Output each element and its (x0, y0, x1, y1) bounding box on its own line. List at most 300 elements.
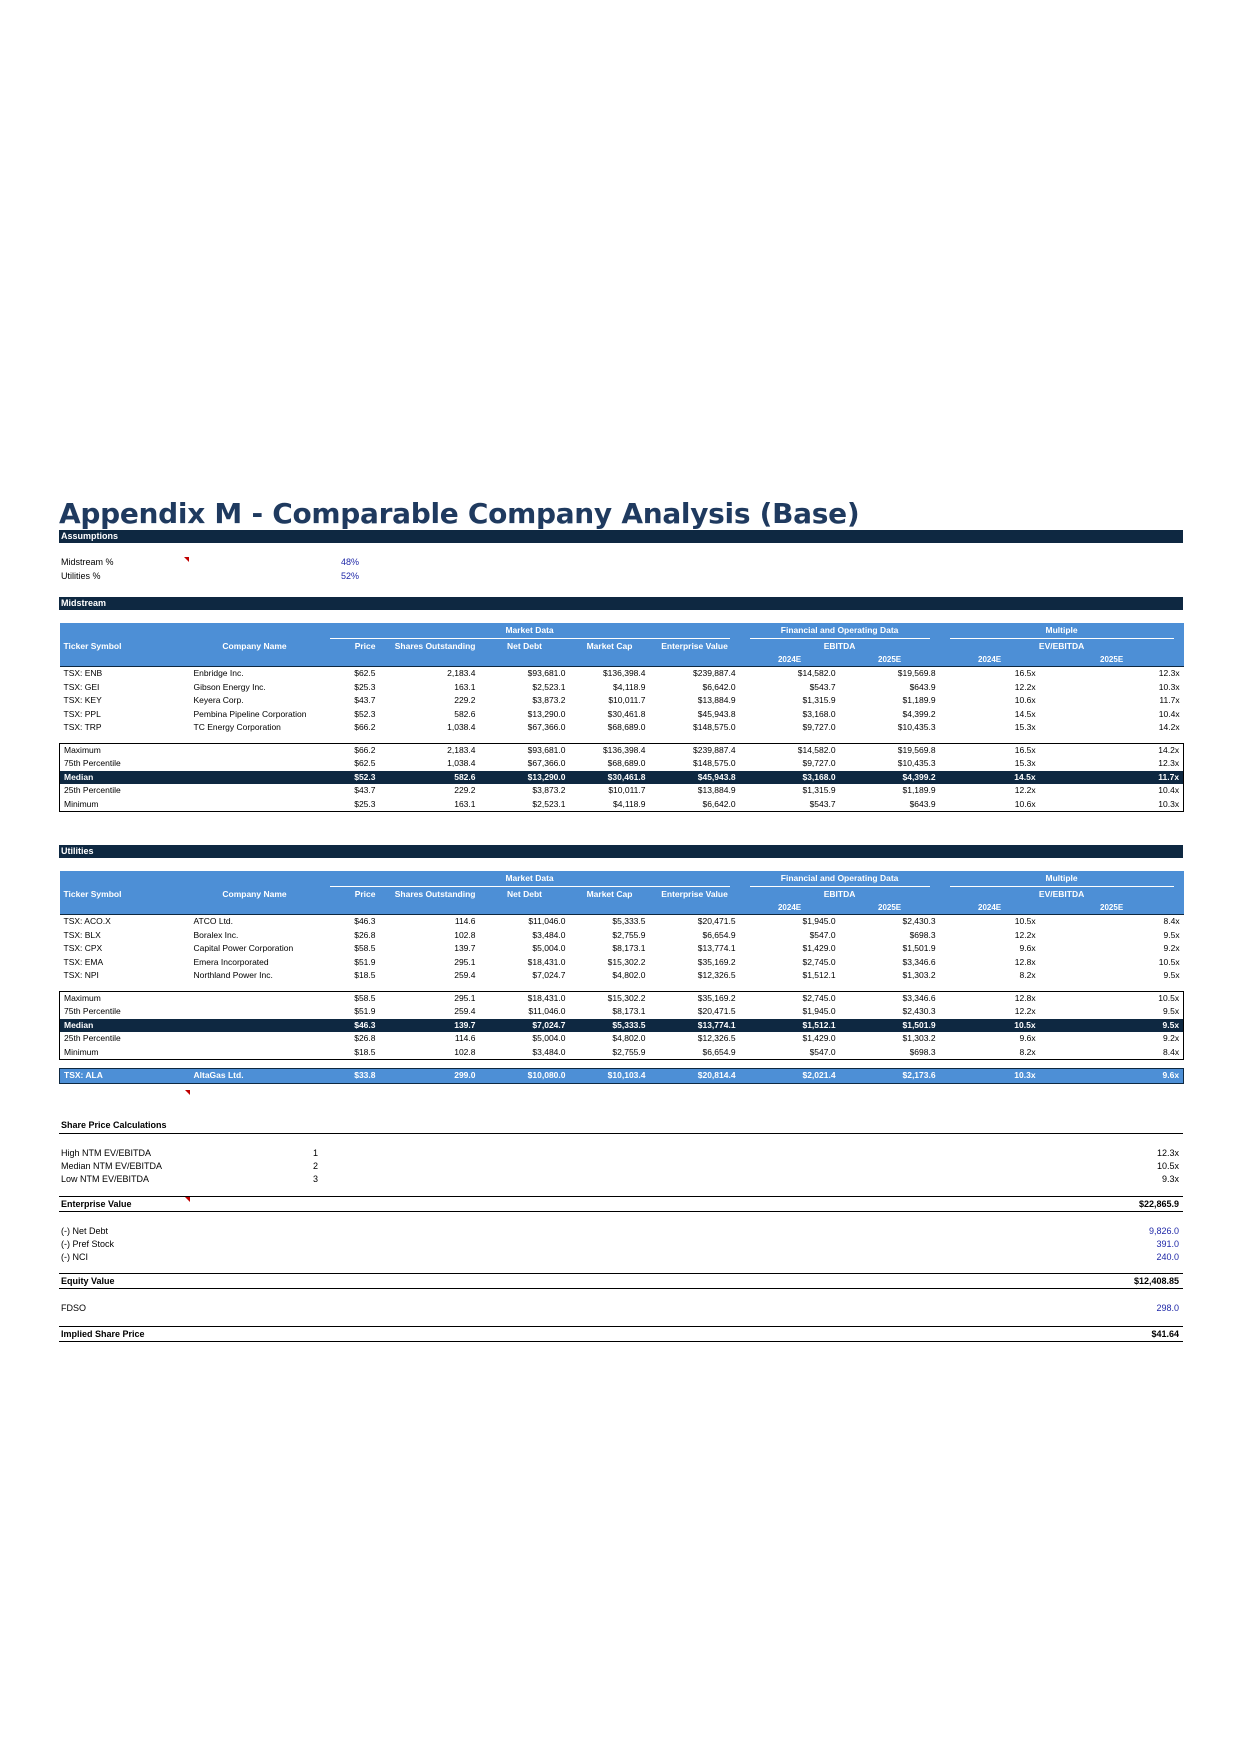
midstream-comps-table (59, 623, 1184, 812)
table-cell: $93,681.0 (480, 743, 570, 757)
table-cell: $239,887.4 (650, 743, 740, 757)
table-row[interactable] (60, 708, 1184, 722)
table-cell: 9.2x (1163, 943, 1180, 953)
equity-value-amount: $12,408.85 (1133, 1276, 1179, 1286)
table-cell: $52.3 (354, 708, 376, 719)
table-cell: $15,302.2 (570, 991, 650, 1005)
comment-marker-icon (185, 1090, 190, 1095)
table-cell: TSX: ACO.X (60, 915, 190, 929)
spacer-row (60, 983, 1184, 992)
table-cell: $8,173.1 (612, 1006, 646, 1016)
table-cell: $1,303.2 (902, 1033, 936, 1043)
table-cell: 14.2x (1040, 743, 1184, 757)
year-header: 2024E (940, 654, 1040, 667)
table-cell: ATCO Ltd. (190, 915, 320, 929)
table-cell: $6,654.9 (650, 1046, 740, 1060)
enterprise-value-label: Enterprise Value (61, 1199, 132, 1209)
table-cell: 11.7x (1040, 771, 1184, 785)
table-cell: $10,435.3 (897, 758, 936, 768)
column-header-net-debt: Net Debt (480, 639, 570, 654)
stats-row[interactable] (60, 1046, 1184, 1060)
table-cell: $51.9 (354, 956, 376, 967)
table-cell: Maximum (60, 743, 190, 757)
table-cell: 582.6 (454, 708, 476, 719)
table-cell: 9.6x (1040, 1069, 1184, 1084)
table-cell: $547.0 (809, 929, 836, 940)
table-cell: 2,183.4 (380, 667, 480, 681)
column-header-row (60, 887, 1184, 902)
table-cell: 11.7x (1159, 695, 1180, 705)
table-cell (190, 1046, 320, 1060)
table-cell: $20,471.5 (650, 915, 740, 929)
column-header-ev: Enterprise Value (650, 639, 740, 654)
spacer-cell (60, 735, 1184, 744)
table-cell: TSX: GEI (63, 681, 100, 692)
table-cell: 12.2x (1014, 929, 1036, 940)
table-cell: $19,569.8 (840, 667, 940, 681)
table-cell: 114.6 (380, 915, 480, 929)
implied-share-price-amount: $41.64 (1151, 1329, 1179, 1339)
equity-value-row (59, 1275, 1183, 1288)
column-header-shares: Shares Outstanding (380, 887, 480, 902)
column-header-ebitda: EBITDA (740, 887, 940, 902)
table-cell: 10.6x (940, 798, 1040, 812)
table-cell: $13,290.0 (480, 771, 570, 785)
table-cell: $67,366.0 (527, 758, 566, 768)
table-cell: $4,399.2 (902, 708, 936, 719)
table-cell (190, 743, 320, 757)
table-cell: $4,118.9 (613, 681, 646, 692)
table-cell: $136,398.4 (570, 743, 650, 757)
table-cell: $2,523.1 (480, 798, 570, 812)
multiple-label: High NTM EV/EBITDA (61, 1148, 152, 1158)
table-cell: $45,943.8 (697, 708, 736, 719)
table-cell: TSX: TRP (63, 722, 102, 732)
column-header-shares: Shares Outstanding (380, 639, 480, 654)
fdso-label: FDSO (61, 1303, 87, 1313)
table-row[interactable] (60, 667, 1184, 681)
table-cell: $35,169.2 (697, 956, 736, 967)
table-cell: 16.5x (940, 743, 1040, 757)
stats-row[interactable] (60, 771, 1184, 785)
table-cell: $52.3 (320, 771, 380, 785)
table-cell: $2,523.1 (532, 681, 566, 692)
stats-row[interactable] (60, 798, 1184, 812)
deduction-pref-stock (59, 1238, 1183, 1251)
table-cell: $68,689.0 (607, 758, 646, 768)
table-cell: $2,755.9 (612, 929, 646, 940)
multiple-row-high (59, 1147, 1183, 1160)
table-cell: $14,582.0 (740, 743, 840, 757)
table-cell: TSX: EMA (63, 956, 104, 967)
table-cell: $1,945.0 (740, 915, 840, 929)
table-cell: $4,399.2 (840, 771, 940, 785)
table-cell: 9.5x (1040, 1005, 1184, 1019)
table-cell: $1,945.0 (802, 1006, 836, 1016)
table-cell: $26.8 (354, 929, 376, 940)
header-spacer (60, 871, 320, 887)
year-header: 2024E (740, 654, 840, 667)
table-cell: $1,429.0 (802, 943, 836, 953)
table-cell: 299.0 (380, 1069, 480, 1084)
assumption-value[interactable]: 52% (340, 571, 359, 581)
table-cell (190, 771, 320, 785)
table-cell: TSX: NPI (63, 970, 99, 980)
table-cell: $1,303.2 (902, 970, 936, 980)
year-header: 2025E (840, 902, 940, 915)
multiple-group-header (940, 871, 1184, 887)
table-cell: TC Energy Corporation (193, 722, 281, 732)
table-cell: $26.8 (354, 1033, 376, 1043)
multiple-value: 12.3x (1156, 1148, 1179, 1158)
table-row[interactable] (60, 969, 1184, 983)
enterprise-value-amount: $22,865.9 (1138, 1199, 1179, 1209)
stats-row[interactable] (60, 1032, 1184, 1046)
table-cell: Maximum (60, 991, 190, 1005)
table-cell: $3,873.2 (532, 785, 566, 795)
table-cell: 102.8 (454, 929, 476, 940)
year-header: 2025E (840, 654, 940, 667)
implied-share-price-row (59, 1328, 1183, 1341)
table-cell: $13,774.1 (650, 1019, 740, 1033)
table-cell: 12.2x (1014, 1006, 1036, 1016)
group-header-row (60, 871, 1184, 887)
table-cell: $20,814.4 (650, 1069, 740, 1084)
divider (59, 1273, 1183, 1274)
midstream-section-header: Midstream (59, 597, 1183, 610)
table-cell: $3,346.6 (840, 991, 940, 1005)
table-cell: $14,582.0 (740, 667, 840, 681)
table-cell: $11,046.0 (480, 915, 570, 929)
table-cell: 75th Percentile (60, 757, 190, 771)
table-cell: $6,654.9 (702, 929, 736, 940)
table-cell: TSX: ENB (60, 667, 190, 681)
table-cell: 12.8x (940, 991, 1040, 1005)
table-cell: 10.3x (1040, 798, 1184, 812)
financial-group-header (740, 623, 940, 639)
deduction-label: (-) NCI (61, 1252, 88, 1262)
table-cell: 8.4x (1040, 1046, 1184, 1060)
table-cell: $543.7 (809, 681, 836, 692)
table-cell (190, 991, 320, 1005)
year-header-row (60, 654, 1184, 667)
table-cell: $66.2 (320, 743, 380, 757)
table-cell: Capital Power Corporation (193, 943, 294, 953)
divider (59, 1196, 1183, 1197)
table-cell: 229.2 (454, 785, 476, 795)
stats-row[interactable] (60, 1019, 1184, 1033)
table-cell: $239,887.4 (650, 667, 740, 681)
year-header: 2025E (1040, 902, 1184, 915)
table-cell: $1,189.9 (902, 695, 936, 705)
table-cell: $18.5 (354, 970, 376, 980)
divider (59, 1133, 1183, 1134)
multiple-row-median (59, 1160, 1183, 1173)
header-spacer (60, 623, 320, 639)
table-cell: $43.7 (354, 785, 376, 795)
table-cell: $148,575.0 (693, 722, 736, 732)
table-cell: $698.3 (840, 1046, 940, 1060)
spacer-cell (60, 1060, 1184, 1069)
multiple-index: 2 (313, 1161, 319, 1171)
financial-group-label: Financial and Operating Data (750, 623, 930, 639)
table-cell: $1,512.1 (740, 1019, 840, 1033)
table-cell: $2,745.0 (802, 956, 836, 967)
table-cell: Median (60, 771, 190, 785)
table-cell: 12.3x (1040, 667, 1184, 681)
equity-value-label: Equity Value (61, 1276, 115, 1286)
column-header-company: Company Name (190, 639, 320, 654)
table-cell: $67,366.0 (527, 722, 566, 732)
financial-group-label: Financial and Operating Data (750, 871, 930, 887)
table-cell: $136,398.4 (570, 667, 650, 681)
table-cell: 12.8x (1014, 956, 1036, 967)
table-cell: $19,569.8 (840, 743, 940, 757)
table-cell: $30,461.8 (607, 708, 646, 719)
table-row[interactable] (60, 915, 1184, 929)
market-data-group-label: Market Data (330, 623, 730, 639)
target-company-row[interactable] (60, 1069, 1184, 1084)
column-header-market-cap: Market Cap (570, 887, 650, 902)
table-cell: $2,755.9 (570, 1046, 650, 1060)
table-cell: $12,326.5 (697, 970, 736, 980)
deduction-label: (-) Net Debt (61, 1226, 109, 1236)
spacer-cell (60, 983, 1184, 992)
table-cell (190, 1005, 320, 1019)
column-header-company: Company Name (190, 887, 320, 902)
table-cell: 75th Percentile (60, 1005, 190, 1019)
table-cell: $543.7 (740, 798, 840, 812)
table-cell: $13,290.0 (527, 708, 566, 719)
deduction-label: (-) Pref Stock (61, 1239, 115, 1249)
table-cell: $10,011.7 (608, 695, 646, 705)
financial-group-header (740, 871, 940, 887)
table-cell: $2,430.3 (840, 915, 940, 929)
table-cell: 9.6x (1019, 1033, 1036, 1043)
assumption-label: Midstream % (61, 557, 114, 567)
table-cell: Median (60, 1019, 190, 1033)
enterprise-value-row (59, 1198, 1183, 1211)
table-cell: TSX: KEY (63, 695, 102, 705)
table-cell: $33.8 (320, 1069, 380, 1084)
fdso-value[interactable]: 298.0 (1156, 1303, 1179, 1313)
stats-row[interactable] (60, 757, 1184, 771)
table-cell: $1,189.9 (902, 785, 936, 795)
table-cell: 8.2x (1019, 970, 1036, 980)
table-cell: $18,431.0 (527, 956, 566, 967)
table-cell: $25.3 (354, 681, 376, 692)
table-cell: 14.5x (940, 771, 1040, 785)
table-cell: 10.6x (1014, 695, 1036, 705)
deduction-value[interactable]: 240.0 (1156, 1252, 1179, 1262)
table-cell: $1,512.1 (802, 970, 836, 980)
table-cell (190, 784, 320, 798)
table-cell: $9,727.0 (802, 758, 836, 768)
table-cell: TSX: ALA (60, 1069, 190, 1084)
deduction-value[interactable]: 9,826.0 (1148, 1226, 1179, 1236)
table-cell: 12.2x (1014, 681, 1036, 692)
table-cell: Enbridge Inc. (190, 667, 320, 681)
year-header: 2025E (1040, 654, 1184, 667)
spacer-row (60, 1060, 1184, 1069)
table-cell: 12.2x (1014, 785, 1036, 795)
table-cell: 229.2 (454, 695, 476, 705)
utilities-comps-table (59, 871, 1184, 1084)
table-cell: 10.5x (1040, 991, 1184, 1005)
table-cell (190, 757, 320, 771)
table-row[interactable] (60, 694, 1184, 708)
table-cell: $11,046.0 (528, 1006, 566, 1016)
table-cell: $5,004.0 (532, 943, 566, 953)
table-cell: $3,484.0 (480, 1046, 570, 1060)
column-header-ev-ebitda: EV/EBITDA (940, 639, 1184, 654)
column-header-ebitda: EBITDA (740, 639, 940, 654)
assumption-label: Utilities % (61, 571, 101, 581)
table-cell: 139.7 (454, 943, 476, 953)
assumption-midstream[interactable] (59, 556, 359, 569)
multiple-index: 3 (313, 1174, 319, 1184)
table-cell: $8,173.1 (612, 943, 646, 953)
table-row[interactable] (60, 956, 1184, 970)
stats-row[interactable] (60, 991, 1184, 1005)
assumption-utilities[interactable] (59, 570, 359, 583)
multiple-group-header (940, 623, 1184, 639)
table-cell: $20,471.5 (697, 1006, 736, 1016)
table-cell: 14.5x (1014, 708, 1036, 719)
header-spacer (60, 654, 740, 667)
group-header-row (60, 623, 1184, 639)
table-cell: $13,774.1 (697, 943, 736, 953)
share-price-header-label: Share Price Calculations (61, 1120, 167, 1130)
column-header-ev: Enterprise Value (650, 887, 740, 902)
table-cell: $58.5 (320, 991, 380, 1005)
table-cell (190, 1032, 320, 1046)
table-cell: 10.3x (940, 1069, 1040, 1084)
table-cell: $1,315.9 (802, 785, 836, 795)
multiple-group-label: Multiple (950, 623, 1174, 639)
multiple-value: 9.3x (1161, 1174, 1179, 1184)
table-cell: 259.4 (454, 1006, 476, 1016)
table-cell: $13,884.9 (697, 695, 736, 705)
table-cell: Keyera Corp. (193, 695, 244, 705)
table-cell: 15.3x (1014, 758, 1036, 768)
table-cell: 15.3x (1014, 722, 1036, 732)
table-cell: $3,484.0 (532, 929, 566, 940)
table-cell: Minimum (60, 1046, 190, 1060)
table-cell: 9.6x (1019, 943, 1036, 953)
table-cell: Minimum (60, 798, 190, 812)
year-header: 2024E (740, 902, 840, 915)
table-cell: $30,461.8 (570, 771, 650, 785)
table-cell: $45,943.8 (650, 771, 740, 785)
fdso-row (59, 1302, 1183, 1315)
table-cell: $62.5 (354, 758, 376, 768)
multiple-index: 1 (313, 1148, 319, 1158)
table-cell (190, 798, 320, 812)
table-cell: 1,038.4 (447, 758, 476, 768)
table-cell: $4,802.0 (612, 1033, 646, 1043)
table-cell (190, 1019, 320, 1033)
column-header-price: Price (320, 887, 380, 902)
table-cell: $7,024.7 (532, 970, 566, 980)
table-cell: $10,103.4 (570, 1069, 650, 1084)
table-cell: $25.3 (320, 798, 380, 812)
stats-row[interactable] (60, 743, 1184, 757)
table-cell: 12.3x (1040, 757, 1184, 771)
column-header-ticker: Ticker Symbol (60, 639, 190, 654)
table-cell: $9,727.0 (802, 722, 836, 732)
table-cell: Pembina Pipeline Corporation (193, 708, 307, 719)
table-cell: 295.1 (380, 991, 480, 1005)
table-cell: 8.4x (1040, 915, 1184, 929)
table-cell: 163.1 (454, 681, 476, 692)
column-header-price: Price (320, 639, 380, 654)
assumption-value[interactable]: 48% (340, 557, 359, 567)
table-cell: $51.9 (354, 1006, 376, 1016)
table-cell: 9.5x (1163, 929, 1180, 940)
multiple-row-low (59, 1173, 1183, 1186)
multiple-label: Median NTM EV/EBITDA (61, 1161, 163, 1171)
table-cell: $46.3 (320, 915, 380, 929)
table-cell: $62.5 (320, 667, 380, 681)
table-cell: 582.6 (380, 771, 480, 785)
market-data-group-header (320, 871, 740, 887)
stats-row[interactable] (60, 784, 1184, 798)
market-data-group-header (320, 623, 740, 639)
table-cell: 10.3x (1158, 681, 1180, 692)
table-cell: Northland Power Inc. (193, 970, 273, 980)
table-cell: 259.4 (454, 970, 476, 980)
assumptions-header: Assumptions (59, 530, 1183, 543)
table-row[interactable] (60, 942, 1184, 956)
table-cell: 9.5x (1163, 970, 1180, 980)
header-spacer (60, 902, 740, 915)
table-cell: $643.9 (840, 798, 940, 812)
spacer-row (60, 735, 1184, 744)
table-cell: $18.5 (320, 1046, 380, 1060)
divider (59, 1341, 1183, 1342)
table-cell: $1,315.9 (802, 695, 836, 705)
share-price-header (59, 1119, 1183, 1132)
table-cell: 25th Percentile (60, 784, 190, 798)
table-cell: 102.8 (380, 1046, 480, 1060)
divider (59, 1326, 1183, 1327)
table-cell: 10.5x (940, 1019, 1040, 1033)
column-header-net-debt: Net Debt (480, 887, 570, 902)
table-cell: Boralex Inc. (193, 929, 239, 940)
stats-row[interactable] (60, 1005, 1184, 1019)
table-cell: Emera Incorporated (193, 956, 269, 967)
table-cell: $10,080.0 (480, 1069, 570, 1084)
table-cell: $68,689.0 (607, 722, 646, 732)
table-cell: $5,333.5 (570, 1019, 650, 1033)
table-cell: $7,024.7 (480, 1019, 570, 1033)
table-row[interactable] (60, 681, 1184, 695)
table-cell: $547.0 (740, 1046, 840, 1060)
table-cell: $3,168.0 (802, 708, 836, 719)
column-header-ev-ebitda: EV/EBITDA (940, 887, 1184, 902)
table-row[interactable] (60, 929, 1184, 943)
year-header: 2024E (940, 902, 1040, 915)
column-header-ticker: Ticker Symbol (60, 887, 190, 902)
multiple-value: 10.5x (1156, 1161, 1179, 1171)
table-cell: Gibson Energy Inc. (193, 681, 266, 692)
deduction-value[interactable]: 391.0 (1156, 1239, 1179, 1249)
divider (59, 1288, 1183, 1289)
table-row[interactable] (60, 721, 1184, 735)
table-cell: $3,168.0 (740, 771, 840, 785)
table-cell: $6,642.0 (702, 681, 736, 692)
